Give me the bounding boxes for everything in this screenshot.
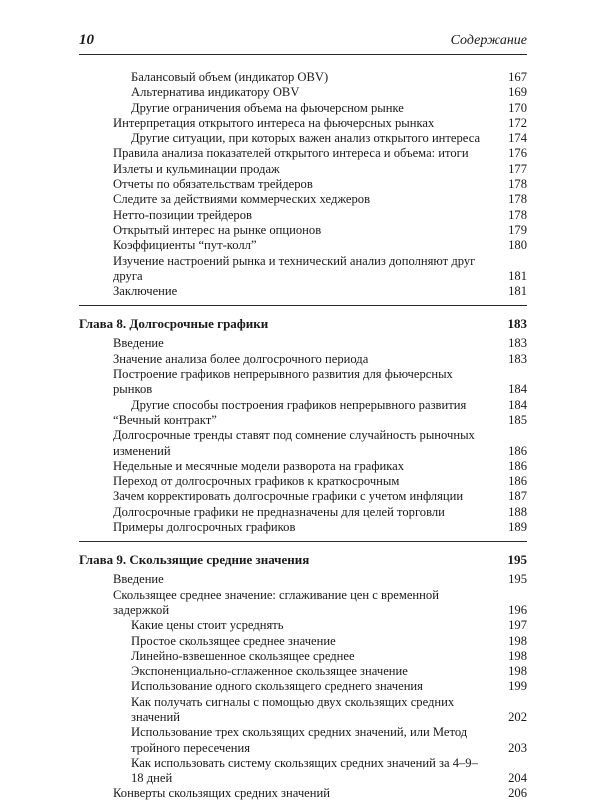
toc-entry — [79, 254, 527, 285]
toc-entry — [79, 664, 527, 679]
toc-entry — [79, 146, 527, 161]
toc-entry — [79, 101, 527, 116]
toc-entry — [79, 398, 527, 413]
toc-entry-page: 184 — [508, 397, 527, 412]
toc-entry-page: 172 — [508, 115, 527, 130]
toc-entry-title: Как использовать систему скользящих средних значений за 4–9–18 дней — [131, 755, 478, 786]
toc-entry-page: 181 — [508, 284, 527, 299]
toc-entry — [79, 786, 527, 801]
toc-entry-title: Долгосрочные тренды ставят под сомнение случайность рыночных изменений — [113, 428, 475, 458]
toc-entry-title: Использование трех скользящих средних значений, или Метод тройного пересечения — [131, 725, 468, 755]
toc-entry — [79, 223, 527, 238]
toc-entry-title: Другие способы построения графиков непрерывного развития — [131, 397, 467, 412]
toc-entry-title: Коэффициенты “пут-колл” — [113, 238, 257, 253]
toc-entry-title: Построение графиков непрерывного развития для фьючерсных рынков — [113, 367, 453, 397]
toc-entry-title: Зачем корректировать долгосрочные графики с учетом инфляции — [113, 489, 464, 504]
toc-entry-title: Глава 9. Скользящие средние значения — [79, 552, 310, 568]
toc-entry-title: Конверты скользящих средних значений — [113, 786, 330, 801]
toc-entry-page: 203 — [508, 740, 527, 755]
toc-entry-page: 186 — [508, 443, 527, 458]
toc-entry — [79, 192, 527, 207]
toc-entry-page: 170 — [508, 100, 527, 115]
toc-entry — [79, 505, 527, 520]
toc-entry-page: 183 — [508, 336, 527, 351]
toc-entry — [79, 474, 527, 489]
toc-entry-title: Балансовый объем (индикатор OBV) — [131, 70, 329, 84]
toc-entry-title: “Вечный контракт” — [113, 412, 217, 427]
toc-entry-page: 183 — [507, 316, 527, 332]
toc-entry-title: Значение анализа более долгосрочного периода — [113, 351, 369, 366]
toc-entry-page: 198 — [508, 633, 527, 648]
toc-entry — [79, 572, 527, 587]
toc-entry — [79, 85, 527, 100]
toc-entry-page: 178 — [508, 177, 527, 192]
toc-entry-page: 197 — [508, 618, 527, 633]
toc-entry-page: 196 — [508, 602, 527, 617]
toc-entry-title: Заключение — [113, 284, 178, 299]
toc-entry — [79, 428, 527, 459]
toc-entry-page: 206 — [508, 786, 527, 801]
toc-entry — [79, 725, 527, 756]
toc-entry-page: 169 — [508, 85, 527, 100]
toc-entry-page: 180 — [508, 238, 527, 253]
toc-entry — [79, 588, 527, 619]
toc-entry-title: Открытый интерес на рынке опционов — [113, 222, 322, 237]
toc-entry-title: Интерпретация открытого интереса на фьючерсных рынках — [113, 115, 435, 130]
toc-entry — [79, 284, 527, 299]
toc-entry-page: 195 — [508, 572, 527, 587]
running-header — [79, 32, 527, 55]
toc-entry-page: 167 — [508, 70, 527, 84]
toc-entry-page: 176 — [508, 146, 527, 161]
toc-chapter-heading — [79, 305, 527, 331]
toc-entry — [79, 649, 527, 664]
toc-entry — [79, 413, 527, 428]
toc-entry-page: 186 — [508, 458, 527, 473]
toc-entry-page: 177 — [508, 161, 527, 176]
toc-entry-page: 178 — [508, 207, 527, 222]
toc-entry-page: 198 — [508, 664, 527, 679]
toc-entry — [79, 352, 527, 367]
toc-entry-title: Экспоненциально-сглаженное скользящее значение — [131, 664, 408, 679]
toc-entry-title: Линейно-взвешенное скользящее среднее — [131, 648, 355, 663]
toc-entry — [79, 618, 527, 633]
toc-entry — [79, 756, 527, 787]
toc-entry-title: Простое скользящее среднее значение — [131, 633, 336, 648]
toc-entry-title: Недельные и месячные модели разворота на графиках — [113, 458, 405, 473]
toc-entry-title: Примеры долгосрочных графиков — [113, 520, 296, 535]
toc-entry-page: 174 — [508, 131, 527, 146]
toc-entry-page: 178 — [508, 192, 527, 207]
toc-entry-title: Переход от долгосрочных графиков к краткосрочным — [113, 474, 400, 489]
toc-entry-page: 189 — [508, 520, 527, 535]
toc-entry — [79, 634, 527, 649]
toc-entry-title: Как получать сигналы с помощью двух скользящих средних значений — [131, 694, 455, 724]
toc-entry — [79, 131, 527, 146]
toc-entry-page: 204 — [508, 771, 527, 786]
toc-entry-title: Глава 8. Долгосрочные графики — [79, 316, 269, 332]
toc-entry-title: Альтернатива индикатору OBV — [131, 85, 300, 100]
toc-entry-page: 187 — [508, 489, 527, 504]
toc-entry-title: Какие цены стоит усреднять — [131, 618, 284, 633]
toc-entry-page: 181 — [508, 268, 527, 283]
running-title: Содержание — [450, 33, 527, 48]
toc-entry-page: 186 — [508, 474, 527, 489]
toc-entry-title: Введение — [113, 572, 164, 587]
toc-chapter-heading — [79, 541, 527, 567]
toc-entry-page: 185 — [508, 412, 527, 427]
toc-entry — [79, 116, 527, 131]
page-number: 10 — [79, 32, 94, 48]
toc-entry-title: Изучение настроений рынка и технический анализ дополняют друг друга — [113, 253, 476, 283]
toc-entry — [79, 70, 527, 85]
toc-entry-title: Долгосрочные графики не предназначены для целей торговли — [113, 504, 445, 519]
toc-entry-title: Другие ограничения объема на фьючерсном рынке — [131, 100, 404, 115]
toc-entry — [79, 336, 527, 351]
toc-entry-title: Правила анализа показателей открытого интереса и объема: итоги — [113, 146, 469, 161]
toc-entry — [79, 177, 527, 192]
toc-entry — [79, 367, 527, 398]
table-of-contents — [79, 70, 527, 802]
toc-entry-title: Скользящее среднее значение: сглаживание цен с временной задержкой — [113, 587, 439, 617]
toc-entry-page: 195 — [507, 552, 527, 568]
toc-entry-title: Нетто-позиции трейдеров — [113, 207, 252, 222]
toc-entry — [79, 238, 527, 253]
toc-entry-page: 202 — [508, 709, 527, 724]
toc-entry-title: Использование одного скользящего среднего значения — [131, 679, 423, 694]
toc-entry-title: Другие ситуации, при которых важен анализ открытого интереса — [131, 131, 481, 146]
toc-entry-title: Следите за действиями коммерческих хеджеров — [113, 192, 371, 207]
toc-entry-page: 183 — [508, 351, 527, 366]
toc-entry-title: Излеты и кульминации продаж — [113, 161, 280, 176]
toc-entry-title: Введение — [113, 336, 164, 351]
toc-entry — [79, 520, 527, 535]
toc-entry-page: 179 — [508, 222, 527, 237]
toc-entry — [79, 459, 527, 474]
toc-entry-title: Отчеты по обязательствам трейдеров — [113, 177, 313, 192]
toc-entry-page: 184 — [508, 382, 527, 397]
toc-entry — [79, 489, 527, 504]
toc-entry-page: 199 — [508, 679, 527, 694]
toc-entry-page: 198 — [508, 648, 527, 663]
toc-entry — [79, 162, 527, 177]
toc-entry — [79, 695, 527, 726]
toc-entry — [79, 679, 527, 694]
toc-entry-page: 188 — [508, 504, 527, 519]
toc-entry — [79, 208, 527, 223]
